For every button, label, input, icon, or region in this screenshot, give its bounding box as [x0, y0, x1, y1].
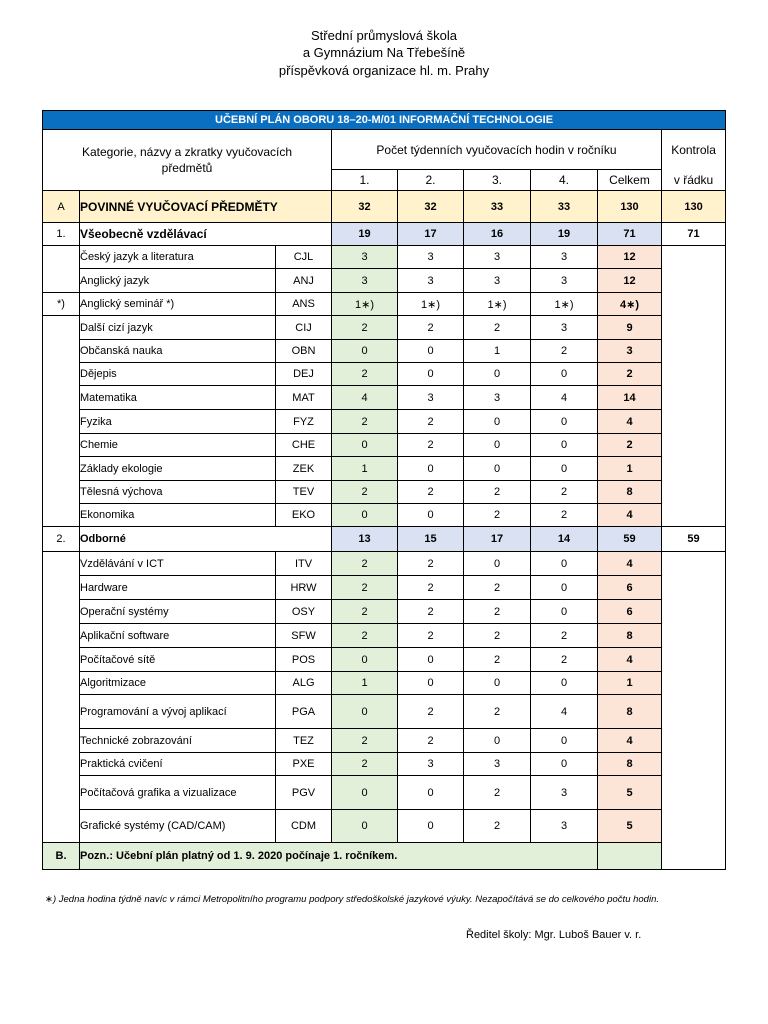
subject-name: Matematika: [80, 386, 276, 410]
table-row: [43, 776, 726, 810]
subject-name: Algoritmizace: [80, 672, 276, 695]
year-1-hours: 0: [332, 695, 398, 729]
year-1-hours: 2: [332, 600, 398, 624]
year-3-hours: 3: [464, 269, 531, 293]
year-3-hours: 0: [464, 434, 531, 457]
year-2-hours: 0: [398, 810, 464, 843]
year-1-hours: 2: [332, 624, 398, 648]
subject-total: 2: [598, 363, 662, 386]
row-marker: [43, 552, 80, 576]
table-row: [43, 386, 726, 410]
year-4-hours: 4: [531, 386, 598, 410]
subject-name: Fyzika: [80, 410, 276, 434]
row-marker: *): [43, 293, 80, 316]
control-cell: [662, 729, 726, 753]
subject-name: Hardware: [80, 576, 276, 600]
section-2-year-4: 14: [531, 527, 598, 552]
year-1-hours: 3: [332, 269, 398, 293]
control-cell: [662, 316, 726, 340]
row-marker: [43, 434, 80, 457]
control-cell: [662, 576, 726, 600]
subject-name: Anglický seminář *): [80, 293, 276, 316]
year-3-hours: 2: [464, 810, 531, 843]
year-2-header: 2.: [398, 170, 464, 191]
subject-abbr: FYZ: [276, 410, 332, 434]
year-2-hours: 2: [398, 434, 464, 457]
year-1-hours: 0: [332, 434, 398, 457]
school-name: Střední průmyslová škola: [311, 28, 457, 43]
year-3-hours: 2: [464, 648, 531, 672]
year-1-hours: 4: [332, 386, 398, 410]
section-2-name: Odborné: [80, 527, 332, 552]
year-3-hours: 2: [464, 624, 531, 648]
year-3-hours: 0: [464, 729, 531, 753]
table-row: [43, 648, 726, 672]
row-marker: [43, 729, 80, 753]
row-marker: [43, 810, 80, 843]
year-2-hours: 0: [398, 672, 464, 695]
subject-abbr: MAT: [276, 386, 332, 410]
section-2-year-1: 13: [332, 527, 398, 552]
year-2-hours: 3: [398, 386, 464, 410]
control-cell: [662, 600, 726, 624]
section-2-code: 2.: [43, 527, 80, 552]
subject-total: 1: [598, 457, 662, 481]
control-cell: [662, 624, 726, 648]
row-marker: [43, 695, 80, 729]
control-cell: [662, 293, 726, 316]
section-a-total: 130: [598, 191, 662, 223]
year-1-hours: 2: [332, 729, 398, 753]
subject-abbr: TEZ: [276, 729, 332, 753]
subject-name: Chemie: [80, 434, 276, 457]
table-row: [43, 504, 726, 527]
subject-name: Technické zobrazování: [80, 729, 276, 753]
row-marker: [43, 672, 80, 695]
section-1-year-4: 19: [531, 223, 598, 246]
subject-total: 6: [598, 600, 662, 624]
year-3-hours: 2: [464, 776, 531, 810]
year-3-hours: 3: [464, 753, 531, 776]
subject-total: 12: [598, 269, 662, 293]
table-row: [43, 363, 726, 386]
subject-abbr: CIJ: [276, 316, 332, 340]
year-1-header: 1.: [332, 170, 398, 191]
year-4-hours: 0: [531, 410, 598, 434]
year-4-hours: 3: [531, 810, 598, 843]
subject-name: Programování a vývoj aplikací: [80, 695, 276, 729]
subject-abbr: ITV: [276, 552, 332, 576]
control-cell: [662, 504, 726, 527]
section-b-note: Pozn.: Učební plán platný od 1. 9. 2020 počínaje 1. ročníkem.: [80, 843, 598, 870]
subject-total: 12: [598, 246, 662, 269]
year-2-hours: 2: [398, 576, 464, 600]
control-cell: [662, 386, 726, 410]
year-1-hours: 0: [332, 776, 398, 810]
control-cell: [662, 648, 726, 672]
year-1-hours: 1: [332, 457, 398, 481]
section-1-year-3: 16: [464, 223, 531, 246]
subject-name: Občanská nauka: [80, 340, 276, 363]
year-2-hours: 0: [398, 457, 464, 481]
section-a-check: 130: [662, 191, 726, 223]
year-1-hours: 1: [332, 672, 398, 695]
section-2-year-3: 17: [464, 527, 531, 552]
row-marker: [43, 576, 80, 600]
year-2-hours: 2: [398, 316, 464, 340]
year-3-hours: 0: [464, 410, 531, 434]
section-2-year-2: 15: [398, 527, 464, 552]
year-4-hours: 2: [531, 481, 598, 504]
table-row: [43, 269, 726, 293]
year-1-hours: 0: [332, 504, 398, 527]
table-row: [43, 340, 726, 363]
row-marker: [43, 481, 80, 504]
subject-abbr: CHE: [276, 434, 332, 457]
row-marker: [43, 269, 80, 293]
hours-header: Počet týdenních vyučovacích hodin v ročníku: [332, 130, 662, 170]
section-2-check: 59: [662, 527, 726, 552]
year-3-header: 3.: [464, 170, 531, 191]
year-1-hours: 2: [332, 363, 398, 386]
table-row: [43, 457, 726, 481]
subject-abbr: PGA: [276, 695, 332, 729]
control-cell: [662, 672, 726, 695]
section-a-year-4: 33: [531, 191, 598, 223]
subject-abbr: CDM: [276, 810, 332, 843]
year-1-hours: 2: [332, 481, 398, 504]
year-2-hours: 3: [398, 269, 464, 293]
subject-total: 4: [598, 648, 662, 672]
year-4-hours: 0: [531, 753, 598, 776]
school-name-line2: a Gymnázium Na Třebešíně: [302, 45, 466, 60]
subject-total: 1: [598, 672, 662, 695]
control-cell: [662, 434, 726, 457]
year-3-hours: 1∗): [464, 293, 531, 316]
year-4-hours: 0: [531, 576, 598, 600]
control-cell: [662, 457, 726, 481]
section-1-code: 1.: [43, 223, 80, 246]
control-cell: [662, 481, 726, 504]
year-2-hours: 0: [398, 504, 464, 527]
section-1-total: 71: [598, 223, 662, 246]
section-a-year-1: 32: [332, 191, 398, 223]
subject-total: 5: [598, 810, 662, 843]
table-row: [43, 810, 726, 843]
year-3-hours: 3: [464, 386, 531, 410]
control-cell: [662, 363, 726, 386]
table-row: [43, 434, 726, 457]
year-4-hours: 2: [531, 340, 598, 363]
subject-name: Další cizí jazyk: [80, 316, 276, 340]
year-4-hours: 2: [531, 504, 598, 527]
table-row: [43, 753, 726, 776]
year-4-hours: 3: [531, 246, 598, 269]
subject-name: Grafické systémy (CAD/CAM): [80, 810, 276, 843]
table-row: [43, 552, 726, 576]
year-2-hours: 0: [398, 340, 464, 363]
table-row: [43, 729, 726, 753]
control-cell: [662, 410, 726, 434]
control-cell: [662, 776, 726, 810]
subject-name: Základy ekologie: [80, 457, 276, 481]
row-marker: [43, 316, 80, 340]
section-1-year-1: 19: [332, 223, 398, 246]
subject-abbr: ALG: [276, 672, 332, 695]
year-3-hours: 0: [464, 672, 531, 695]
year-4-hours: 0: [531, 457, 598, 481]
row-marker: [43, 246, 80, 269]
subject-total: 4: [598, 729, 662, 753]
control-cell: [662, 753, 726, 776]
signature: Ředitel školy: Mgr. Luboš Bauer v. r.: [466, 929, 642, 941]
year-4-hours: 0: [531, 672, 598, 695]
subject-abbr: ANJ: [276, 269, 332, 293]
subject-total: 8: [598, 695, 662, 729]
year-4-hours: 3: [531, 776, 598, 810]
table-row: [43, 624, 726, 648]
year-1-hours: 2: [332, 552, 398, 576]
year-4-hours: 0: [531, 600, 598, 624]
year-4-hours: 0: [531, 729, 598, 753]
year-2-hours: 2: [398, 410, 464, 434]
year-3-hours: 2: [464, 600, 531, 624]
subject-name: Vzdělávání v ICT: [80, 552, 276, 576]
table-row: [43, 600, 726, 624]
table-row: [43, 576, 726, 600]
year-2-hours: 0: [398, 648, 464, 672]
subject-abbr: TEV: [276, 481, 332, 504]
year-2-hours: 1∗): [398, 293, 464, 316]
subject-abbr: POS: [276, 648, 332, 672]
section-a-year-3: 33: [464, 191, 531, 223]
section-a-name: POVINNÉ VYUČOVACÍ PŘEDMĚTY: [80, 191, 332, 223]
subject-abbr: SFW: [276, 624, 332, 648]
section-1-check: 71: [662, 223, 726, 246]
subject-abbr: OSY: [276, 600, 332, 624]
subject-name: Aplikační software: [80, 624, 276, 648]
section-2-total: 59: [598, 527, 662, 552]
year-3-hours: 0: [464, 552, 531, 576]
subject-total: 8: [598, 481, 662, 504]
year-1-hours: 2: [332, 753, 398, 776]
year-2-hours: 0: [398, 776, 464, 810]
section-b-empty: [598, 843, 662, 870]
subject-abbr: PXE: [276, 753, 332, 776]
subject-abbr: PGV: [276, 776, 332, 810]
year-4-hours: 3: [531, 316, 598, 340]
control-cell: [662, 810, 726, 843]
subject-total: 2: [598, 434, 662, 457]
year-3-hours: 2: [464, 576, 531, 600]
year-2-hours: 2: [398, 729, 464, 753]
subject-total: 8: [598, 753, 662, 776]
year-3-hours: 2: [464, 481, 531, 504]
subject-abbr: EKO: [276, 504, 332, 527]
table-title: UČEBNÍ PLÁN OBORU 18–20-M/01 INFORMAČNÍ TECHNOLOGIE: [43, 111, 726, 130]
year-3-hours: 2: [464, 316, 531, 340]
control-cell: [662, 695, 726, 729]
control-cell: [662, 269, 726, 293]
row-marker: [43, 363, 80, 386]
year-3-hours: 2: [464, 695, 531, 729]
year-1-hours: 2: [332, 576, 398, 600]
row-marker: [43, 624, 80, 648]
row-marker: [43, 410, 80, 434]
footnote: ∗) Jedna hodina týdně navíc v rámci Metropolitního programu podpory středoškolské jazykové výuky. Nezapočítává se do celkového počtu hodin.: [45, 894, 660, 905]
subject-total: 9: [598, 316, 662, 340]
row-marker: [43, 504, 80, 527]
subject-total: 6: [598, 576, 662, 600]
control-cell: [662, 340, 726, 363]
year-1-hours: 2: [332, 410, 398, 434]
subject-name: Ekonomika: [80, 504, 276, 527]
section-a-year-2: 32: [398, 191, 464, 223]
table-row: [43, 410, 726, 434]
subject-name: Praktická cvičení: [80, 753, 276, 776]
subject-total: 4: [598, 504, 662, 527]
year-1-hours: 0: [332, 340, 398, 363]
year-3-hours: 3: [464, 246, 531, 269]
year-4-hours: 0: [531, 552, 598, 576]
year-3-hours: 0: [464, 363, 531, 386]
table-row: [43, 246, 726, 269]
subject-name: Tělesná výchova: [80, 481, 276, 504]
year-3-hours: 0: [464, 457, 531, 481]
table-row: [43, 672, 726, 695]
curriculum-table: [42, 110, 726, 870]
subject-abbr: OBN: [276, 340, 332, 363]
subject-name: Počítačová grafika a vizualizace: [80, 776, 276, 810]
year-2-hours: 2: [398, 600, 464, 624]
row-marker: [43, 648, 80, 672]
row-marker: [43, 340, 80, 363]
year-4-hours: 2: [531, 648, 598, 672]
year-4-hours: 2: [531, 624, 598, 648]
subject-name: Anglický jazyk: [80, 269, 276, 293]
year-2-hours: 2: [398, 552, 464, 576]
year-2-hours: 3: [398, 753, 464, 776]
row-marker: [43, 753, 80, 776]
year-4-hours: 3: [531, 269, 598, 293]
row-marker: [43, 600, 80, 624]
year-1-hours: 3: [332, 246, 398, 269]
year-4-hours: 0: [531, 363, 598, 386]
year-1-hours: 1∗): [332, 293, 398, 316]
control-header-row: v řádku: [662, 170, 726, 191]
year-4-hours: 4: [531, 695, 598, 729]
section-b-check-empty: [662, 843, 726, 870]
table-row: [43, 695, 726, 729]
subject-total: 5: [598, 776, 662, 810]
year-2-hours: 2: [398, 481, 464, 504]
subject-abbr: HRW: [276, 576, 332, 600]
control-cell: [662, 246, 726, 269]
table-row: [43, 481, 726, 504]
section-a-code: A: [43, 191, 80, 223]
year-3-hours: 1: [464, 340, 531, 363]
row-marker: [43, 457, 80, 481]
year-2-hours: 0: [398, 363, 464, 386]
subject-total: 4∗): [598, 293, 662, 316]
year-1-hours: 0: [332, 648, 398, 672]
subject-total: 4: [598, 552, 662, 576]
year-3-hours: 2: [464, 504, 531, 527]
subject-abbr: ANS: [276, 293, 332, 316]
school-organization: příspěvková organizace hl. m. Prahy: [278, 63, 490, 78]
subject-abbr: ZEK: [276, 457, 332, 481]
year-4-header: 4.: [531, 170, 598, 191]
table-row: [43, 293, 726, 316]
year-4-hours: 0: [531, 434, 598, 457]
subject-total: 8: [598, 624, 662, 648]
year-1-hours: 0: [332, 810, 398, 843]
row-marker: [43, 776, 80, 810]
subject-name: Počítačové sítě: [80, 648, 276, 672]
control-header: Kontrola: [662, 130, 726, 170]
subject-name: Dějepis: [80, 363, 276, 386]
year-2-hours: 3: [398, 246, 464, 269]
category-header: Kategorie, názvy a zkratky vyučovacích předmětů: [43, 130, 332, 191]
section-1-name: Všeobecně vzdělávací: [80, 223, 332, 246]
year-2-hours: 2: [398, 695, 464, 729]
subject-total: 4: [598, 410, 662, 434]
table-row: [43, 316, 726, 340]
year-4-hours: 1∗): [531, 293, 598, 316]
subject-name: Operační systémy: [80, 600, 276, 624]
subject-name: Český jazyk a literatura: [80, 246, 276, 269]
subject-abbr: CJL: [276, 246, 332, 269]
section-b-code: B.: [43, 843, 80, 870]
control-cell: [662, 552, 726, 576]
year-2-hours: 2: [398, 624, 464, 648]
section-1-year-2: 17: [398, 223, 464, 246]
year-1-hours: 2: [332, 316, 398, 340]
subject-total: 3: [598, 340, 662, 363]
subject-total: 14: [598, 386, 662, 410]
total-header: Celkem: [598, 170, 662, 191]
row-marker: [43, 386, 80, 410]
subject-abbr: DEJ: [276, 363, 332, 386]
